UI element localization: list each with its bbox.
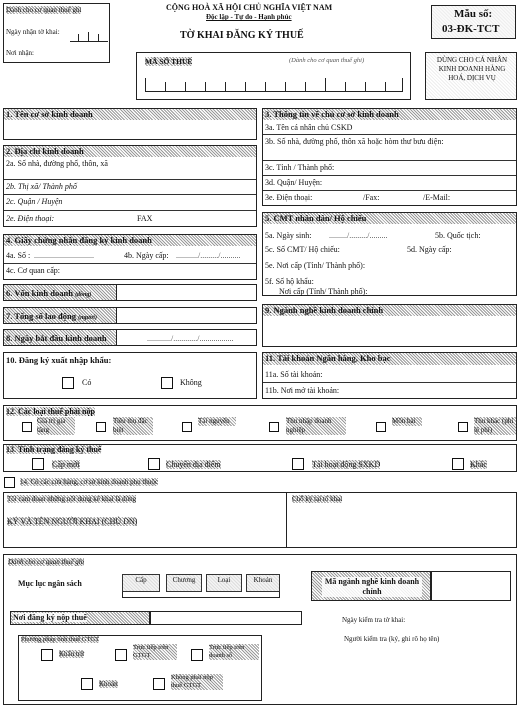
method-fixed-checkbox[interactable] xyxy=(81,678,93,690)
field-5d: 5d. Ngày cấp: xyxy=(407,245,452,254)
budget-loai[interactable]: Loại xyxy=(206,574,242,592)
registered-at-label: Nơi đăng ký nộp thuế xyxy=(13,613,87,622)
field-7-input[interactable] xyxy=(116,308,256,323)
industry-code-label: Mã ngành nghề kinh doanh chính xyxy=(322,577,422,597)
section-4-title: 4. Giấy chứng nhận đăng ký kinh doanh xyxy=(6,235,152,245)
field-11b: 11b. Nơi mở tài khoản: xyxy=(265,386,340,395)
tax-code-hint: (Dành cho cơ quan thuế ghi) xyxy=(289,57,365,64)
method-direct-revenue-label: Trực tiếp trên doanh số xyxy=(209,644,259,660)
section-1-title: 1. Tên cơ sở kinh doanh xyxy=(6,109,93,119)
section-12 xyxy=(3,405,517,441)
section-11-title: 11. Tài khoản Ngân hàng, Kho bạc xyxy=(265,353,391,363)
vat-method-title: Phương pháp tính thuế GTGT xyxy=(21,636,100,643)
method-direct-revenue-checkbox[interactable] xyxy=(191,649,203,661)
section-7 xyxy=(3,307,257,324)
field-3e-email: /E-Mail: xyxy=(423,193,451,202)
field-5e: 5e. Nơi cấp (Tỉnh/ Thành phố): xyxy=(265,261,366,270)
declaration-text: Tôi cam đoan những nội dung kê khai là đúng xyxy=(7,495,137,503)
receipt-place-label: Nơi nhận: xyxy=(6,49,35,57)
field-3e-fax: /Fax: xyxy=(363,193,380,202)
vat-method-box xyxy=(18,635,262,701)
status-move-label: Chuyển địa điểm xyxy=(166,460,221,469)
section-6-title: 6. Vốn kinh doanh xyxy=(6,288,73,298)
method-exempt-label: Không phải nộp thuế GTGT xyxy=(171,674,223,690)
field-8-input[interactable]: ............/............/................. xyxy=(116,330,256,345)
section-3-title: 3. Thông tin về chủ cơ sở kinh doanh xyxy=(265,109,399,119)
signer-label: KÝ VÀ TÊN NGƯỜI KHAI (CHỦ DN) xyxy=(7,517,138,526)
tax-code-cells[interactable] xyxy=(145,78,403,92)
field-3a: 3a. Tên cá nhân chủ CSKD xyxy=(265,123,353,132)
section-10 xyxy=(3,352,257,399)
usage-note-box xyxy=(425,52,517,100)
section-9 xyxy=(262,304,517,347)
field-3e: 3e. Điện thoại: xyxy=(265,193,313,202)
tax-corporate-checkbox[interactable] xyxy=(269,422,279,432)
field-5f-place: Nơi cấp (Tỉnh/ Thành phố): xyxy=(279,287,368,296)
field-11a: 11a. Số tài khoản: xyxy=(265,370,323,379)
budget-label: Mục lục ngân sách xyxy=(18,579,82,588)
method-fixed-label: Khoán xyxy=(99,680,118,688)
section-7-unit: (người) xyxy=(78,315,97,321)
sign-date-label: Chỗ ký tại tổ khai xyxy=(292,495,343,503)
checker-label: Người kiểm tra (ký, ghi rõ họ tên) xyxy=(344,635,440,643)
section-13-title: 13. Tình trạng đăng ký thuế xyxy=(6,445,102,454)
method-deduct-label: Khấu trừ xyxy=(59,650,84,658)
status-new-label: Cấp mới xyxy=(52,460,80,469)
budget-chuong[interactable]: Chương xyxy=(166,574,202,592)
method-direct-gtgt-label: Trực tiếp trên GTGT xyxy=(133,644,177,660)
section-2 xyxy=(3,145,257,227)
field-4b: 4b. Ngày cấp: xyxy=(124,251,169,260)
field-5f: 5f. Số hộ khẩu: xyxy=(265,277,314,286)
check-date-label: Ngày kiểm tra tờ khai: xyxy=(342,616,406,624)
field-3d: 3d. Quận/ Huyện: xyxy=(265,178,323,187)
tax-license-checkbox[interactable] xyxy=(376,422,386,432)
field-5b: 5b. Quốc tịch: xyxy=(435,231,481,240)
field-3c: 3c. Tỉnh / Thành phố: xyxy=(265,163,335,172)
status-resume-checkbox[interactable] xyxy=(292,458,304,470)
tax-other-checkbox[interactable] xyxy=(458,422,468,432)
method-direct-gtgt-checkbox[interactable] xyxy=(115,649,127,661)
tax-code-box xyxy=(136,52,411,100)
receipt-title: Dành cho cơ quan thuế ghi xyxy=(6,6,82,14)
status-other-checkbox[interactable] xyxy=(452,458,464,470)
registered-at-input[interactable] xyxy=(150,611,302,625)
receipt-date-boxes[interactable] xyxy=(70,32,108,42)
method-deduct-checkbox[interactable] xyxy=(41,649,53,661)
export-yes-checkbox[interactable] xyxy=(62,377,74,389)
section-5: 5. CMT nhân dân/ Hộ chiếu 5a. Ngày sinh: ........./........./......... 5b. Quốc tịch: 5c. Số CMT/ Hộ chiếu: 5d. Ngày cấp: 5e. Nơi cấp (Tỉnh/ Thành phố): 5f. Số hộ khẩu: Nơi cấp (Tỉnh/ Thành phố): xyxy=(262,212,517,296)
tax-vat-checkbox[interactable] xyxy=(22,422,32,432)
section-13 xyxy=(3,444,517,472)
field-6-input[interactable] xyxy=(116,285,256,300)
field-4a: 4a. Số : xyxy=(6,251,31,260)
field-2a: 2a. Số nhà, đường phố, thôn, xã xyxy=(6,159,108,168)
export-no-label: Không xyxy=(180,378,202,387)
budget-khoan[interactable]: Khoản xyxy=(246,574,280,592)
field-5c: 5c. Số CMT/ Hộ chiếu: xyxy=(265,245,340,254)
section-3 xyxy=(262,108,517,206)
tax-license-label: Môn bài xyxy=(392,417,422,426)
field-2c: 2c. Quận / Huyện xyxy=(6,197,63,206)
status-new-checkbox[interactable] xyxy=(32,458,44,470)
status-resume-label: Tái hoạt động SXKD xyxy=(312,460,381,469)
branches-checkbox[interactable] xyxy=(4,477,15,488)
field-2e: 2e. Điện thoại: xyxy=(6,214,55,223)
field-3b: 3b. Số nhà, đường phố, thôn xã hoặc hòm thư bưu điện: xyxy=(265,137,444,146)
tax-code-label: MÃ SỐ THUẾ xyxy=(145,57,193,66)
motto: Độc lập - Tự do - Hạnh phúc xyxy=(206,13,292,21)
section-4: 4. Giấy chứng nhận đăng ký kinh doanh 4a. Số : .............................. 4b. Ngày cấp: .........../........./.......... 4c. Cơ quan cấp: xyxy=(3,234,257,280)
declaration-box xyxy=(3,492,517,548)
export-no-checkbox[interactable] xyxy=(161,377,173,389)
form-title: TỜ KHAI ĐĂNG KÝ THUẾ xyxy=(180,30,304,41)
receipt-box xyxy=(3,3,110,63)
status-move-checkbox[interactable] xyxy=(148,458,160,470)
status-other-label: Khác xyxy=(470,460,487,469)
registered-at-box xyxy=(10,611,150,625)
section-8-title: 8. Ngày bắt đầu kinh doanh xyxy=(6,333,107,343)
industry-code-input[interactable] xyxy=(431,571,511,601)
method-exempt-checkbox[interactable] xyxy=(153,678,165,690)
tax-excise-checkbox[interactable] xyxy=(96,422,106,432)
section-10-title: 10. Đăng ký xuất nhập khẩu: xyxy=(6,355,112,365)
section-2-title: 2. Địa chỉ kinh doanh xyxy=(6,146,84,156)
tax-resource-checkbox[interactable] xyxy=(182,422,192,432)
section-14-title: 14. Có các cửa hàng, cơ sở kinh doanh phụ thuộc xyxy=(20,478,158,486)
section-8 xyxy=(3,329,257,346)
section-9-title: 9. Ngành nghề kinh doanh chính xyxy=(265,305,384,315)
section-11 xyxy=(262,352,517,399)
field-2b: 2b. Thị xã/ Thành phố xyxy=(6,182,77,191)
tax-corporate-label: Thu nhập doanh nghiệp xyxy=(286,417,346,435)
tax-office-box xyxy=(3,554,517,705)
receipt-date-label: Ngày nhận tờ khai: xyxy=(6,28,60,36)
field-4c: 4c. Cơ quan cấp: xyxy=(6,266,60,275)
field-2e-fax: FAX xyxy=(137,214,153,223)
export-yes-label: Có xyxy=(82,378,92,387)
budget-cap[interactable]: Cấp xyxy=(122,574,160,592)
form-number: 03-ĐK-TCT xyxy=(442,23,500,35)
tax-excise-label: Tiêu thụ đặc biệt xyxy=(113,417,153,435)
usage-note: DÙNG CHO CÁ NHÂN KINH DOANH HÀNG HOÁ, DỊCH VỤ xyxy=(436,56,508,82)
section-12-title: 12. Các loại thuế phải nộp xyxy=(6,407,95,416)
form-number-label: Mẫu số: xyxy=(454,8,493,20)
tax-office-title: Dành cho cơ quan thuế ghi xyxy=(8,558,85,566)
tax-vat-label: Giá trị gia tăng xyxy=(37,417,75,435)
section-1 xyxy=(3,108,257,140)
section-6-unit: (đồng) xyxy=(75,292,92,298)
nation-title: CỘNG HOÀ XÃ HỘI CHỦ NGHĨA VIỆT NAM xyxy=(166,3,333,12)
section-6 xyxy=(3,284,257,301)
form-number-box xyxy=(431,5,516,39)
tax-other-label: Thu khác (phí lệ phí) xyxy=(474,417,516,435)
industry-code-box xyxy=(311,571,431,601)
section-7-title: 7. Tổng số lao động xyxy=(6,311,76,321)
field-5a: 5a. Ngày sinh: xyxy=(265,231,312,240)
section-5-title: 5. CMT nhân dân/ Hộ chiếu xyxy=(265,213,367,223)
tax-resource-label: Tài nguyên xyxy=(198,417,236,426)
